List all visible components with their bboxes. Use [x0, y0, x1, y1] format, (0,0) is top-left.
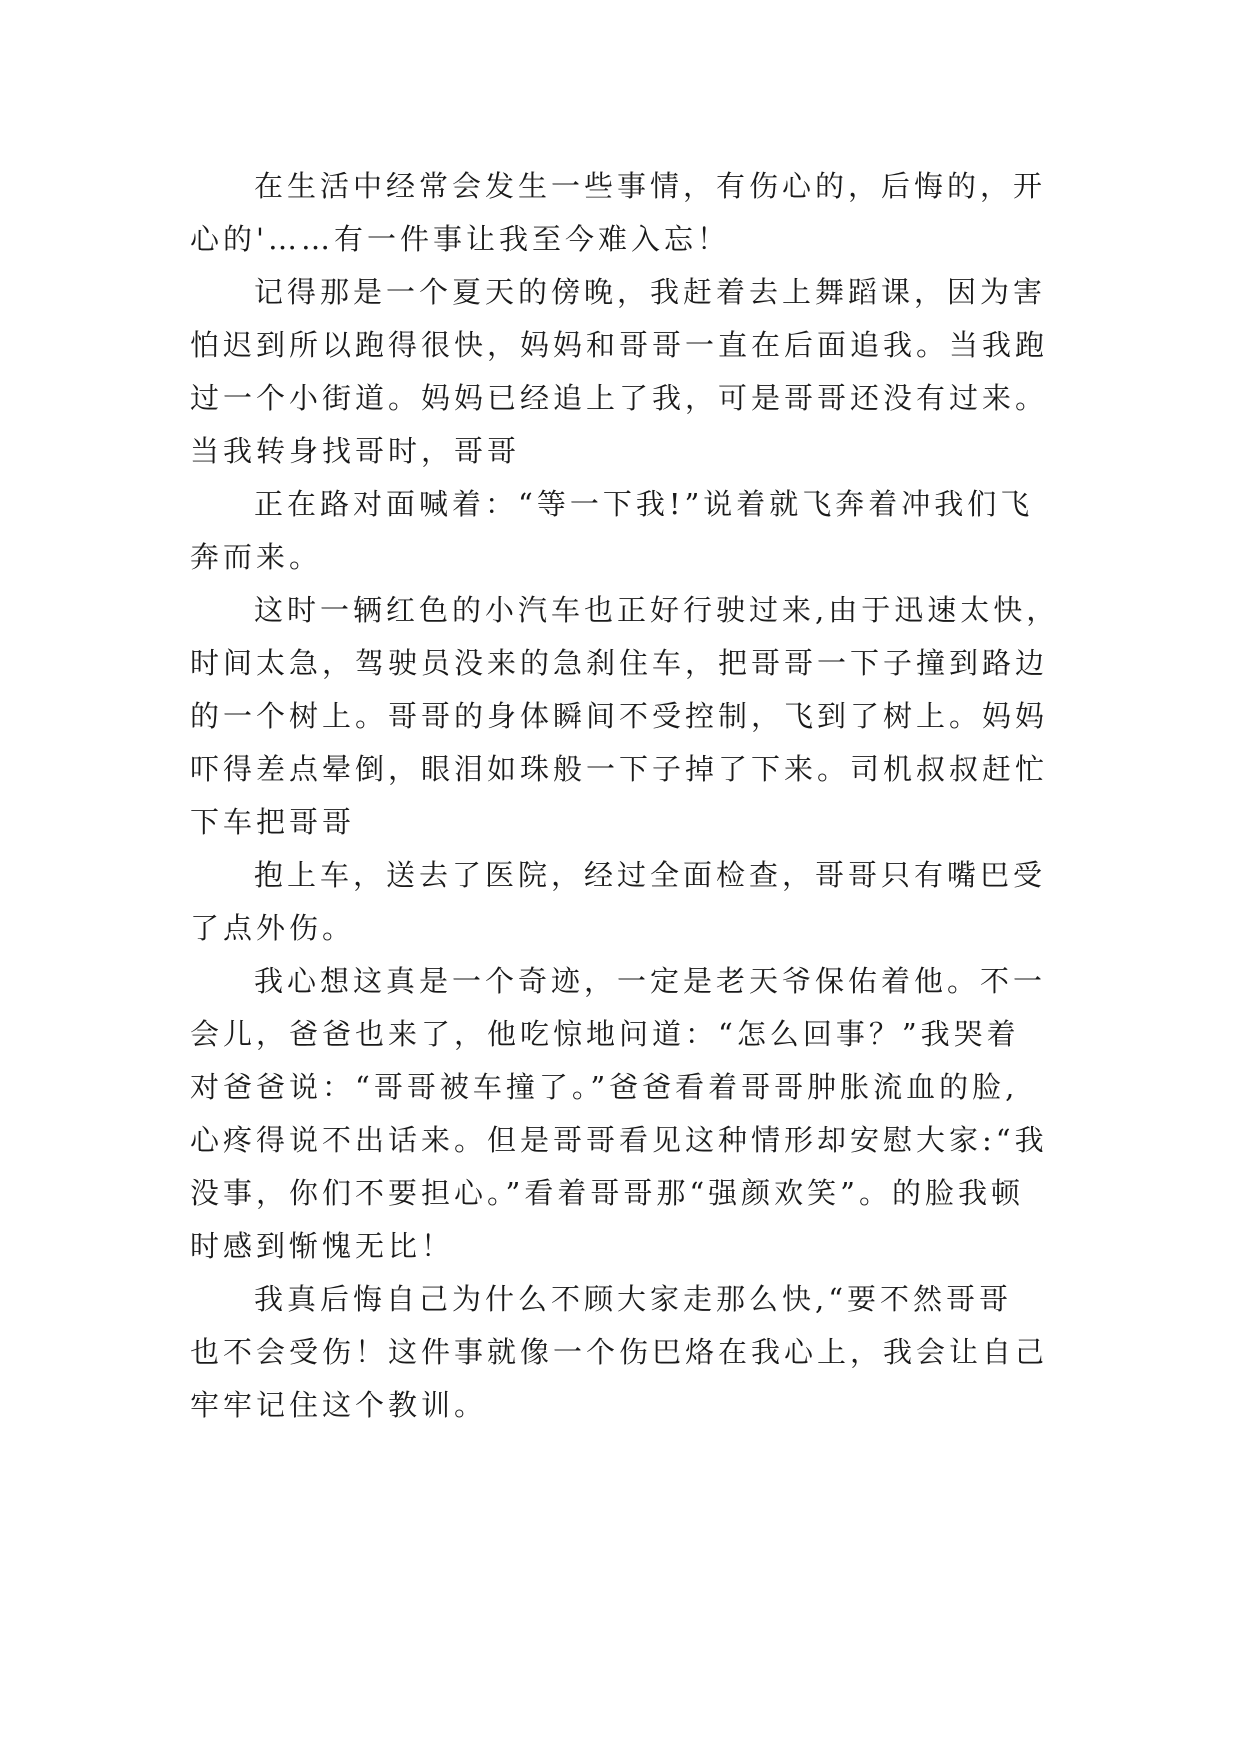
paragraph-1-line-2: 心的'……有一件事让我至今难入忘！ — [190, 222, 730, 256]
paragraph-7-line-3: 牢牢记住这个教训。 — [190, 1388, 488, 1422]
paragraph-5-line-1: 抱上车，送去了医院，经过全面检查，哥哥只有嘴巴受 — [254, 858, 1047, 892]
paragraph-5-line-2: 了点外伤。 — [190, 911, 356, 945]
paragraph-4-line-5: 下车把哥哥 — [190, 805, 356, 839]
paragraph-4-line-4: 吓得差点晕倒，眼泪如珠般一下子掉了下来。司机叔叔赶忙 — [190, 752, 1049, 786]
paragraph-2-line-3: 过一个小街道。妈妈已经追上了我，可是哥哥还没有过来。 — [190, 381, 1049, 415]
paragraph-2-line-1: 记得那是一个夏天的傍晚，我赶着去上舞蹈课，因为害 — [254, 275, 1047, 309]
paragraph-6-line-1: 我心想这真是一个奇迹，一定是老天爷保佑着他。不一 — [254, 964, 1047, 998]
paragraph-4-line-2: 时间太急，驾驶员没来的急刹住车，把哥哥一下子撞到路边 — [190, 646, 1049, 680]
paragraph-6-line-6: 时感到惭愧无比！ — [190, 1229, 455, 1263]
paragraph-2-line-4: 当我转身找哥时，哥哥 — [190, 434, 521, 468]
paragraph-6-line-2: 会儿，爸爸也来了，他吃惊地问道：“怎么回事？”我哭着 — [190, 1017, 1020, 1051]
paragraph-4-line-1: 这时一辆红色的小汽车也正好行驶过来,由于迅速太快， — [254, 593, 1060, 627]
paragraph-2-line-2: 怕迟到所以跑得很快，妈妈和哥哥一直在后面追我。当我跑 — [190, 328, 1049, 362]
paragraph-7-line-2: 也不会受伤！这件事就像一个伤巴烙在我心上，我会让自己 — [190, 1335, 1049, 1369]
essay-body — [190, 160, 1080, 1432]
paragraph-6-line-3: 对爸爸说：“哥哥被车撞了。”爸爸看着哥哥肿胀流血的脸, — [190, 1070, 1019, 1104]
paragraph-3-line-2: 奔而来。 — [190, 540, 323, 574]
paragraph-4-line-3: 的一个树上。哥哥的身体瞬间不受控制，飞到了树上。妈妈 — [190, 699, 1049, 733]
paragraph-7-line-1: 我真后悔自己为什么不顾大家走那么快,“要不然哥哥 — [254, 1282, 1013, 1316]
paragraph-6-line-4: 心疼得说不出话来。但是哥哥看见这种情形却安慰大家:“我 — [190, 1123, 1048, 1157]
paragraph-6-line-5: 没事，你们不要担心。”看着哥哥那“强颜欢笑”。的脸我顿 — [190, 1176, 1024, 1210]
paragraph-3-line-1: 正在路对面喊着：“等一下我!”说着就飞奔着冲我们飞 — [254, 487, 1034, 521]
paragraph-1-line-1: 在生活中经常会发生一些事情，有伤心的，后悔的，开 — [254, 169, 1047, 203]
